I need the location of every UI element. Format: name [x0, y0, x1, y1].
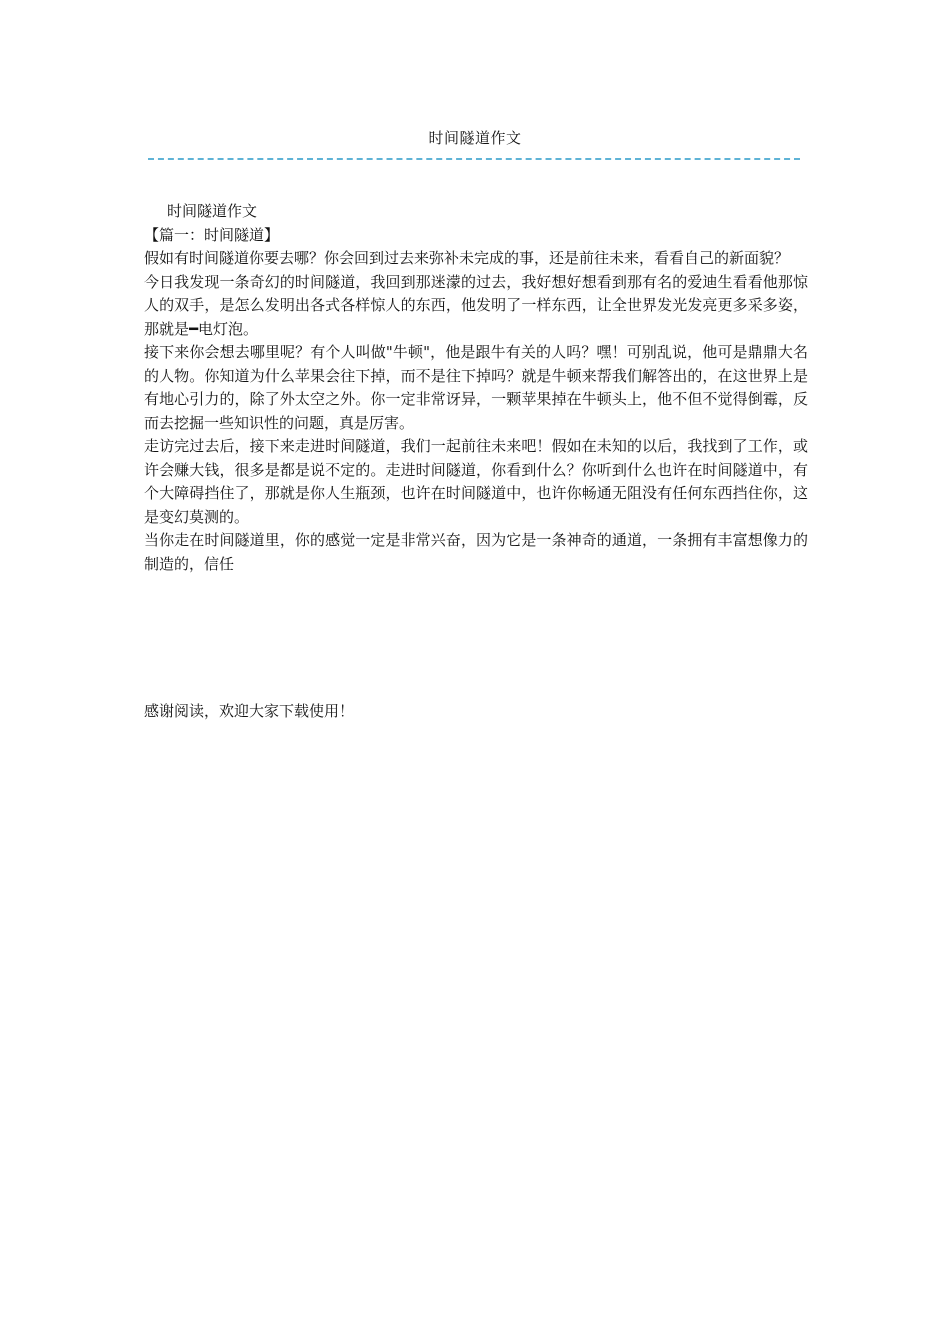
- paragraph: 走访完过去后，接下来走进时间隧道，我们一起前往未来吧！假如在未知的以后，我找到了工作，或许会赚大钱，很多是都是说不定的。走进时间隧道，你看到什么？你听到什么也许在时间隧道中，有个大障碍挡住了，那就是你人生瓶颈，也许在时间隧道中，也许你畅通无阻没有任何东西挡住你，这是变幻莫测的。: [144, 437, 808, 526]
- article-title: 时间隧道作文: [167, 202, 258, 220]
- header-divider: [148, 158, 800, 160]
- paragraph: 今日我发现一条奇幻的时间隧道，我回到那迷濛的过去，我好想好想看到那有名的爱迪生看看他那惊人的双手，是怎么发明出各式各样惊人的东西，他发明了一样东西，让全世界发光发亮更多采多姿，那就是━电灯泡。: [144, 272, 808, 338]
- paragraph: 接下来你会想去哪里呢？有个人叫做"牛顿"，他是跟牛有关的人吗？嘿！可别乱说，他可是鼎鼎大名的人物。你知道为什么苹果会往下掉，而不是往下掉吗？就是牛顿来帮我们解答出的，在这世界上是有地心引力的，除了外太空之外。你一定非常讶异，一颗苹果掉在牛顿头上，他不但不觉得倒霉，反而去挖掘一些知识性的问题，真是厉害。: [144, 343, 808, 432]
- header-title: 时间隧道作文: [428, 129, 522, 147]
- section-label: 【篇一：时间隧道】: [144, 225, 280, 244]
- article-body: [144, 200, 808, 576]
- footer-thanks-note: 感谢阅读，欢迎大家下载使用！: [144, 702, 355, 720]
- paragraph: 假如有时间隧道你要去哪？你会回到过去来弥补未完成的事，还是前往未来，看看自己的新面貌？: [144, 249, 790, 267]
- paragraph: 当你走在时间隧道里，你的感觉一定是非常兴奋，因为它是一条神奇的通道，一条拥有丰富想像力的制造的，信任: [144, 531, 808, 573]
